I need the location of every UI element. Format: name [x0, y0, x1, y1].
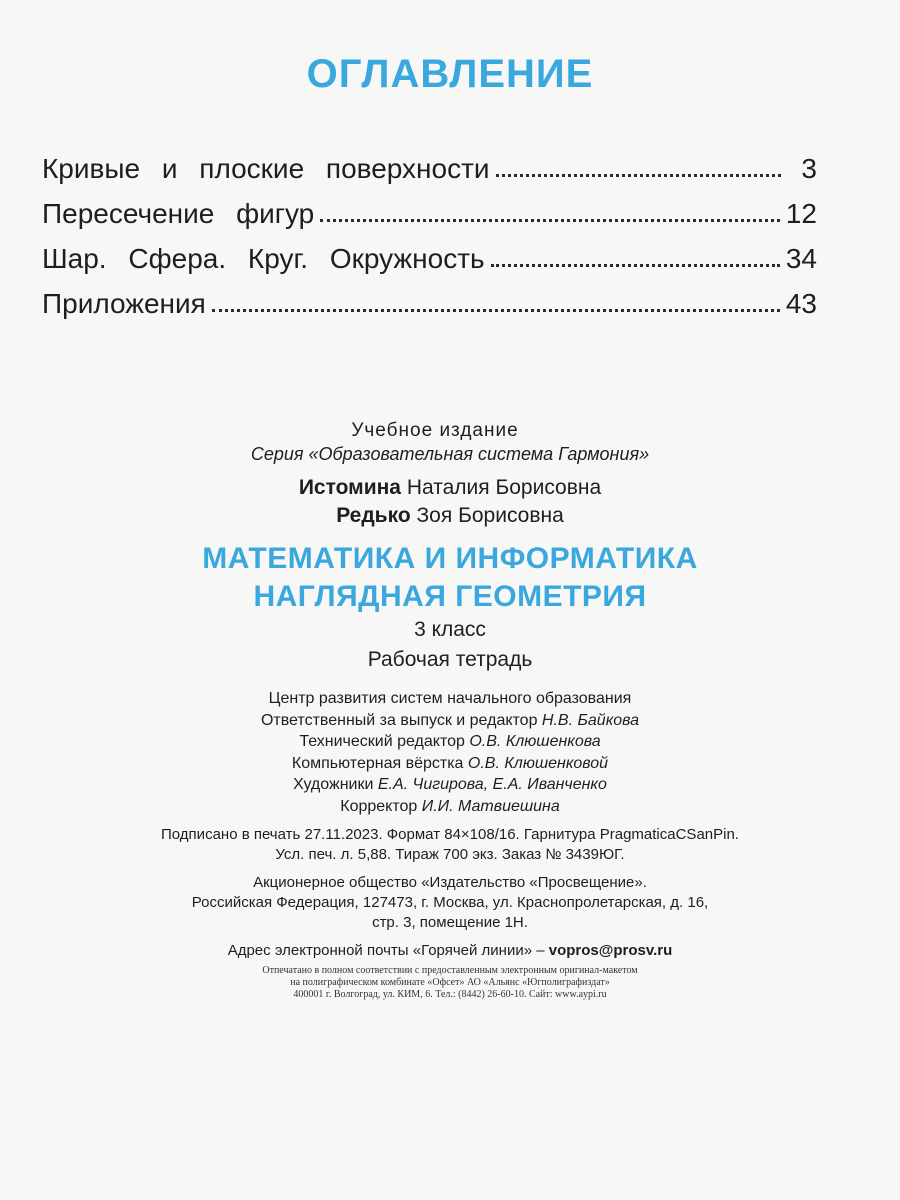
toc-item[interactable] [42, 273, 817, 318]
toc-leader-dots [496, 174, 781, 177]
editor-name: Н.В. Байкова [541, 711, 640, 729]
toc-item-page: 12 [785, 198, 817, 229]
print-info-line: Подписано в печать 27.11.2023. Формат 84×108/16. Гарнитура PragmaticaCSanPin. [161, 826, 739, 843]
grade: 3 класс [414, 618, 486, 641]
hotline [0, 941, 900, 961]
toc-item-page: 43 [785, 288, 817, 319]
toc-item[interactable] [42, 138, 817, 183]
publisher-line: Акционерное общество «Издательство «Просвещение». [253, 874, 647, 891]
publisher-line: Российская Федерация, 127473, г. Москва, ул. Краснопролетарская, д. 16, [191, 894, 709, 911]
toc-item-page: 3 [801, 153, 817, 184]
toc-item-label: Кривые и плоские поверхности [42, 153, 490, 184]
hotline-email-link[interactable]: vopros@prosv.ru [548, 942, 673, 959]
toc-item-label: Шар. Сфера. Круг. Окружность [42, 243, 485, 274]
layout-role: Компьютерная вёрстка [291, 754, 464, 772]
hotline-label: Адрес электронной почты «Горячей линии» – [227, 942, 545, 959]
author-surname: Истомина [298, 476, 401, 499]
artists-names: Е.А. Чигирова, Е.А. Иванченко [377, 776, 607, 793]
print-info [0, 825, 900, 865]
printer-line: 400001 г. Волгоград, ул. КИМ, 6. Тел.: (8442) 26-60-10. Сайт: www.aypi.ru [293, 989, 607, 1000]
print-info-line: Усл. печ. л. 5,88. Тираж 700 экз. Заказ № 3439ЮГ. [275, 846, 625, 863]
printer-line: Отпечатано в полном соответствии с предоставленным электронным оригинал-макетом [262, 965, 638, 976]
layout-credit [0, 753, 900, 775]
imprint-block [0, 420, 900, 1001]
toc-leader-dots [320, 219, 780, 222]
editor-credit [0, 710, 900, 732]
tech-editor-credit [0, 731, 900, 753]
book-type: Рабочая тетрадь [367, 648, 533, 671]
toc-leader-dots [212, 309, 780, 312]
toc-item[interactable] [42, 228, 817, 273]
center-name: Центр развития систем начального образования [268, 690, 632, 707]
proofreader-role: Корректор [340, 797, 418, 815]
author-surname: Редько [336, 504, 411, 527]
toc-item-label: Пересечение фигур [42, 198, 315, 229]
editor-role: Ответственный за выпуск и редактор [260, 711, 538, 729]
book-title-line1: МАТЕМАТИКА И ИНФОРМАТИКА [202, 542, 698, 575]
artists-role: Художники [293, 776, 374, 793]
toc-item-page: 34 [785, 243, 817, 274]
toc-item-label: Приложения [42, 288, 206, 319]
table-of-contents [42, 138, 817, 318]
tech-editor-name: О.В. Клюшенкова [469, 733, 601, 750]
printer-line: на полиграфическом комбинате «Офсет» АО «Альянс «Югполиграфиздат» [290, 977, 610, 988]
edition-type: Учебное издание [351, 420, 519, 441]
publisher-line: стр. 3, помещение 1Н. [372, 914, 528, 931]
printer-info [0, 965, 900, 1001]
toc-title: ОГЛАВЛЕНИЕ [306, 52, 594, 96]
publisher-info [0, 873, 900, 933]
book-title-line2: НАГЛЯДНАЯ ГЕОМЕТРИЯ [253, 580, 647, 613]
toc-leader-dots [491, 264, 780, 267]
proofreader-credit [0, 796, 900, 818]
author [0, 504, 900, 532]
author-given-name: Наталия Борисовна [406, 476, 602, 499]
artists-credit [0, 774, 900, 796]
staff-credits [0, 688, 900, 817]
author [0, 476, 900, 504]
proofreader-name: И.И. Матвиешина [421, 797, 560, 815]
tech-editor-role: Технический редактор [299, 733, 465, 750]
author-given-name: Зоя Борисовна [416, 504, 564, 527]
toc-item[interactable] [42, 183, 817, 228]
layout-name: О.В. Клюшенковой [467, 754, 609, 772]
series-name: Серия «Образовательная система Гармония» [250, 444, 650, 464]
